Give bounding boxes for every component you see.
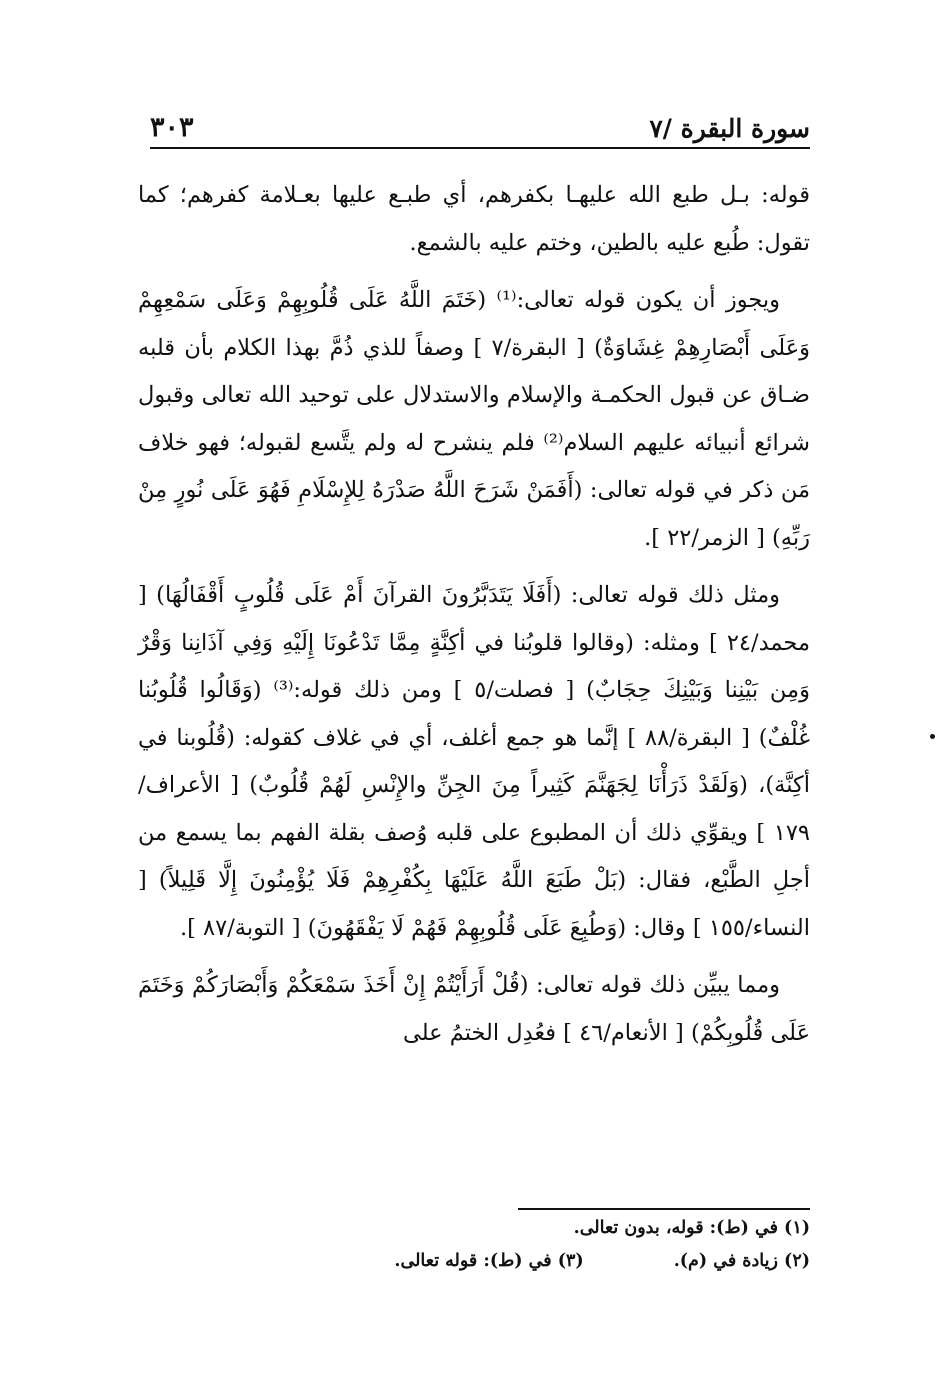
footnotes <box>150 1212 810 1278</box>
header-rule <box>150 147 810 149</box>
paragraph-3: ومثل ذلك قوله تعالى: (أَفَلَا يَتَدَبَّرُونَ القرآنَ أَمْ عَلَى قُلُوبٍ أَقْفَالُهَا) [ محمد/٢٤ ] ومثله: (وقالوا قلوبُنا في أكِنَّةٍ مِمَّا تَدْعُونَا إِلَيْهِ وَفِي آذَانِنا وَقْرٌ وَمِن بَيْنِنا وَبَيْنِكَ حِجَابٌ) [ فصلت/٥ ] ومن ذلك قوله:⁽³⁾ (وَقَالُوا قُلُوبُنا غُلْفٌ) [ البقرة/٨٨ ] إنَّما هو جمع أغلف، أي في غلاف كقوله: (قُلُوبنا في أكِنَّة)، (وَلَقَدْ ذَرَأْنَا لِجَهَنَّمَ كَثِيراً مِنَ الجِنِّ والإِنْسِ لَهُمْ قُلُوبٌ) [ الأعراف/١٧٩ ] ويقوِّي ذلك أن المطبوع على قلبه وُصف بقلة الفهم بما يسمع من أجلِ الطَّبْع، فقال: (بَلْ طَبَعَ اللَّهُ عَلَيْهَا بِكُفْرِهِمْ فَلَا يُؤْمِنُونَ إِلَّا قَلِيلاً) [ النساء/١٥٥ ] وقال: (وَطُبِعَ عَلَى قُلُوبِهِمْ فَهُمْ لَا يَفْقَهُونَ) [ التوبة/٨٧ ]. <box>138 582 810 941</box>
footnote-3: (٣) في (ط): قوله تعالى. <box>394 1251 584 1271</box>
footnote-rule <box>518 1208 810 1210</box>
surah-title: سورة البقرة /٧ <box>649 114 810 143</box>
paragraph-2: ويجوز أن يكون قوله تعالى:⁽¹⁾ (خَتَمَ اللَّهُ عَلَى قُلُوبِهِمْ وَعَلَى سَمْعِهِمْ وَعَلَى أَبْصَارِهِمْ غِشَاوَةٌ) [ البقرة/٧ ] وصفاً للذي ذُمَّ بهذا الكلام بأن قلبه ضـاق عن قبول الحكمـة والإسلام والاستدلال على توحيد الله تعالى وقبول شرائع أنبيائه عليهم السلام⁽²⁾ فلم ينشرح له ولم يتَّسع لقبوله؛ فهو خلاف مَن ذكر في قوله تعالى: (أَفَمَنْ شَرَحَ اللَّهُ صَدْرَهُ لِلإِسْلَامِ فَهُوَ عَلَى نُورٍ مِنْ رَبِّهِ) [ الزمر/٢٢ ]. <box>138 287 810 551</box>
running-header <box>150 108 810 148</box>
main-text <box>138 172 810 1067</box>
footnote-2: (٢) زيادة في (م). <box>673 1251 810 1271</box>
paragraph-4: ومما يبيِّن ذلك قوله تعالى: (قُلْ أَرَأَيْتُمْ إِنْ أَخَذَ سَمْعَكُمْ وَأَبْصَارَكُمْ وَخَتَمَ عَلَى قُلُوبِكُمْ) [ الأنعام/٤٦ ] فعُدِل الختمُ على <box>138 972 810 1046</box>
footnote-1: (١) في (ط): قوله، بدون تعالى. <box>573 1218 810 1238</box>
paragraph-1: قوله: بـل طبع الله عليهـا بكفرهم، أي طبـع عليها بعـلامة كفرهم؛ كما تقول: طُبع عليه بالطين، وختم عليه بالشمع. <box>138 182 810 256</box>
page-number: ٣٠٣ <box>150 112 194 143</box>
scan-speck <box>930 734 935 739</box>
